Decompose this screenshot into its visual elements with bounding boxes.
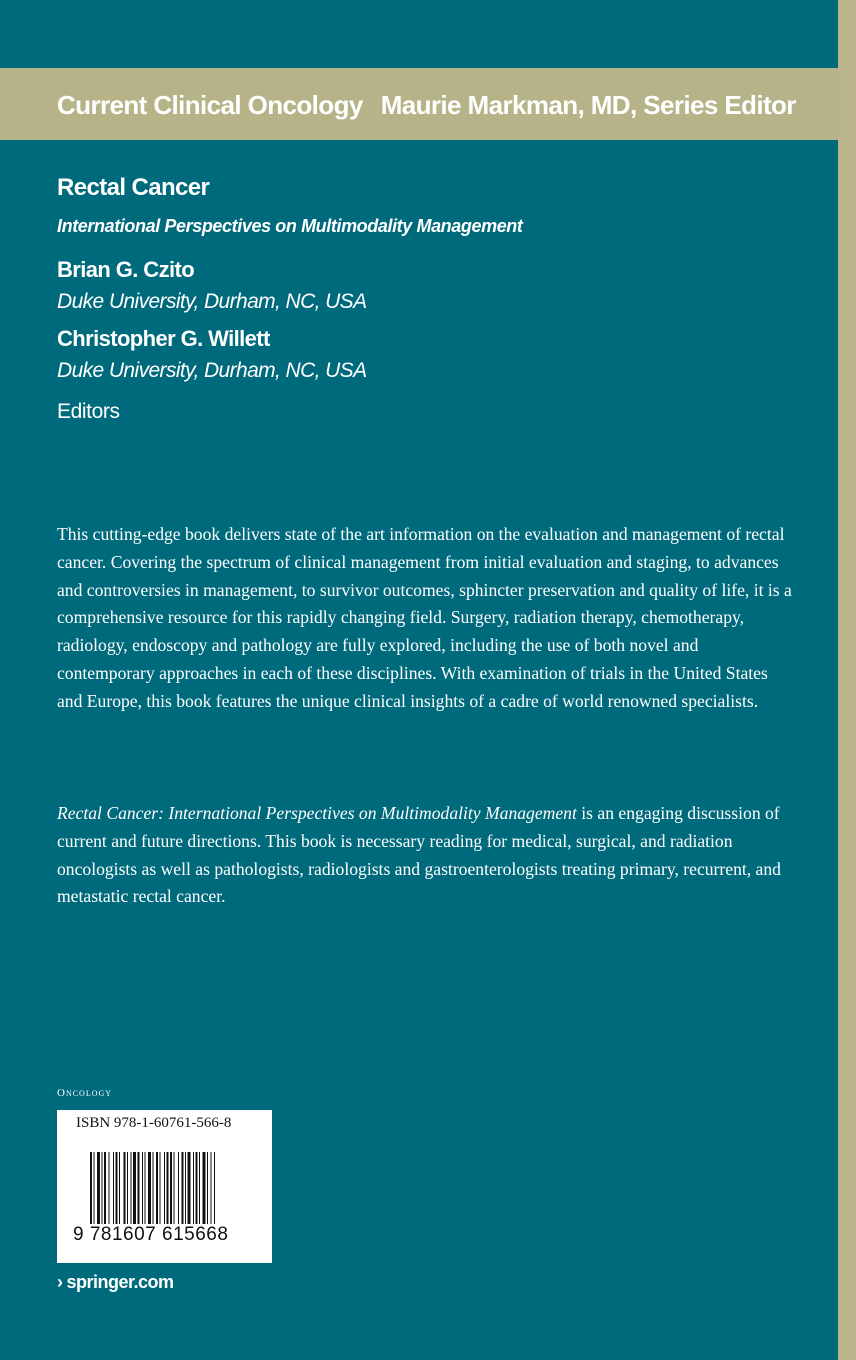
website-text: springer.com — [66, 1272, 174, 1292]
chevron-right-icon: › — [57, 1272, 63, 1292]
book-title: Rectal Cancer — [57, 174, 210, 201]
description-paragraph-1: This cutting-edge book delivers state of the art information on the evaluation and management of rectal cancer. Covering the spectrum of clinical management from initial evaluation and staging, to advances and controversies in management, to survivor outcomes, sphincter preservation and quality of life, it is a comprehensive resource for this rapidly changing field. Surgery, radiation therapy, chemotherapy, radiology, endoscopy and pathology are fully explored, including the use of both novel and contemporary approaches in each of these disciplines. With examination of trials in the United States and Europe, this book features the unique clinical insights of a cadre of world renowned specialists. — [57, 524, 792, 711]
editor-name-2: Christopher G. Willett — [57, 326, 270, 351]
description-paragraph-2-rest: is an engaging discussion of current and future directions. This book is necessary reading for medical, surgical, and radiation oncologists as well as pathologists, radiologists and gastroenterologists treating primary, recurrent, and metastatic rectal cancer. — [57, 803, 781, 907]
barcode-digits: 9 781607 615668 — [73, 1224, 229, 1245]
description-paragraph-2 — [57, 800, 797, 911]
editor-name-1: Brian G. Czito — [57, 257, 195, 282]
isbn-text: ISBN 978-1-60761-566-8 — [76, 1115, 232, 1131]
right-edge-strip — [838, 0, 856, 1360]
book-subtitle: International Perspectives on Multimodality Management — [57, 216, 523, 236]
barcode-icon — [90, 1152, 254, 1224]
description-book-title: Rectal Cancer: International Perspectives on Multimodality Management — [57, 803, 577, 823]
category-label: Oncology — [57, 1087, 113, 1099]
series-line — [57, 88, 796, 122]
barcode-box — [57, 1110, 272, 1263]
website-link[interactable] — [57, 1272, 174, 1293]
series-editor: Maurie Markman, MD, Series Editor — [380, 90, 796, 120]
editor-affiliation-1: Duke University, Durham, NC, USA — [57, 290, 367, 313]
editor-affiliation-2: Duke University, Durham, NC, USA — [57, 359, 367, 382]
series-name: Current Clinical Oncology — [57, 90, 363, 120]
editors-label: Editors — [57, 400, 120, 423]
